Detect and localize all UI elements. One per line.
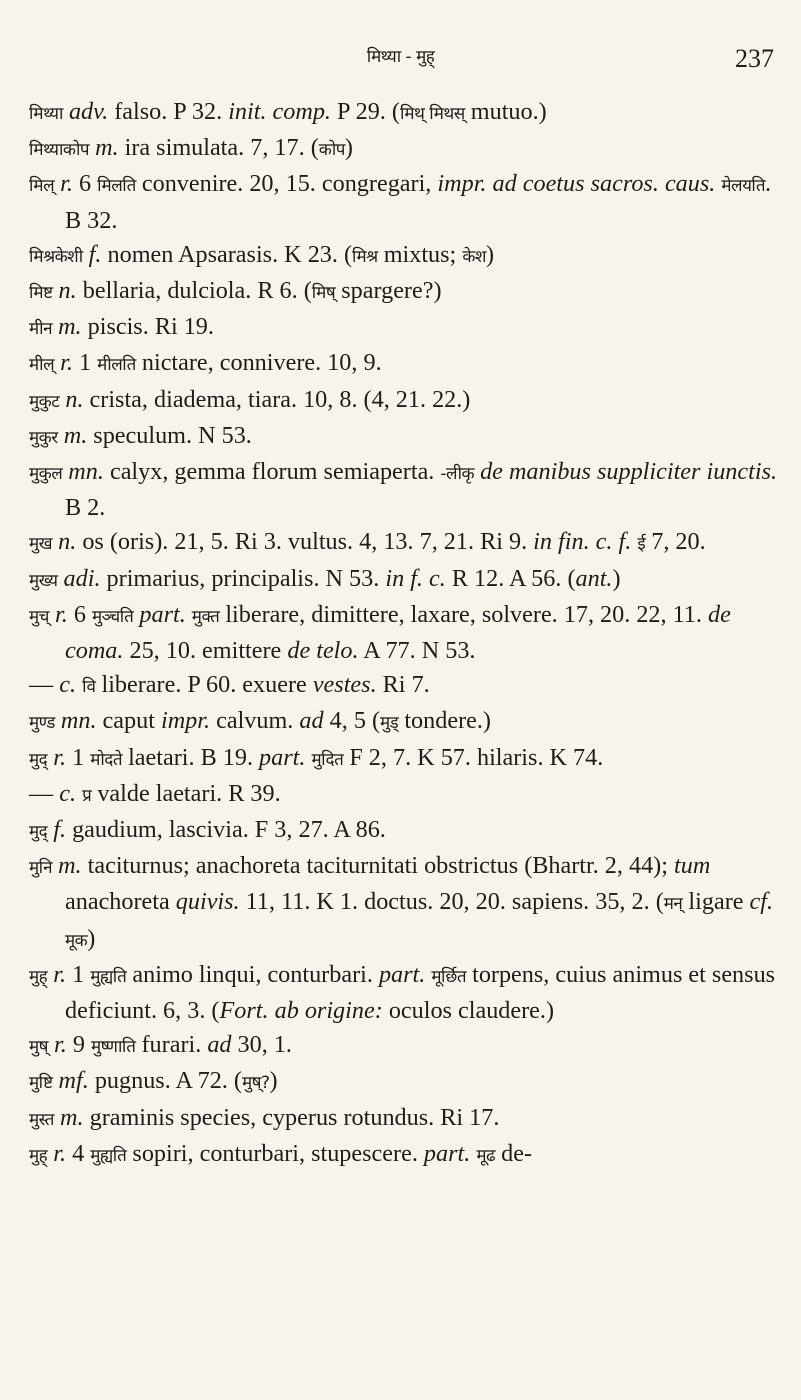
sanskrit-term: वि <box>82 677 96 698</box>
sanskrit-term: मुष् <box>29 1037 48 1058</box>
entry-text: anachoreta <box>65 888 176 916</box>
italic-text: de coma. <box>65 600 731 665</box>
italic-text: f. <box>53 816 67 844</box>
italic-text: m. <box>95 134 119 162</box>
sanskrit-term: मुह् <box>29 1145 48 1166</box>
italic-text: m. <box>63 421 88 449</box>
entry-text: 6 <box>72 170 98 198</box>
entry-text: — <box>29 671 60 699</box>
dictionary-entry <box>29 958 789 1028</box>
entry-text: ) <box>344 134 353 162</box>
italic-text: r. <box>53 960 67 988</box>
italic-text: r. <box>53 1139 67 1167</box>
sanskrit-term: मुकुल <box>29 464 63 485</box>
page-number: 237 <box>735 44 774 73</box>
entry-text: torpens, cuius animus et sensus deficiunt. 6, 3. ( <box>65 960 776 1025</box>
italic-text: c. <box>59 779 77 807</box>
entry-text: ligare <box>682 888 750 916</box>
sanskrit-term: मुनि <box>29 858 53 879</box>
sanskrit-term: मुञ्चति <box>91 606 134 627</box>
entry-text: ) <box>269 1067 278 1095</box>
entry-text: primarius, principalis. N 53. <box>100 564 386 592</box>
entry-text: speculum. N 53. <box>87 421 252 449</box>
dictionary-entry <box>29 1101 789 1137</box>
entry-text: ira simulata. 7, 17. ( <box>118 134 319 162</box>
entry-text: spargere?) <box>335 277 442 305</box>
page-header <box>0 44 801 84</box>
dictionary-entry <box>29 95 789 131</box>
sanskrit-term: मुकुट <box>29 391 60 412</box>
entry-text: — <box>29 779 60 807</box>
sanskrit-term: मुख्य <box>29 570 58 591</box>
sanskrit-term: मुह् <box>29 966 48 987</box>
sanskrit-term: मिलति <box>97 176 136 197</box>
dictionary-entry <box>29 131 789 167</box>
entry-text: os (oris). 21, 5. Ri 3. vultus. 4, 13. 7, 21. Ri 9. <box>76 528 534 556</box>
entry-text: mutuo.) <box>464 98 547 125</box>
italic-text: c. <box>59 671 77 699</box>
sanskrit-term: मोदते <box>90 749 123 770</box>
entry-text: F 2, 7. K 57. hilaris. K 74. <box>343 743 604 771</box>
sanskrit-term: मिष् <box>311 283 336 304</box>
italic-text: ad <box>299 707 324 735</box>
sanskrit-term: मिष्ट <box>29 283 53 304</box>
sanskrit-term: मील् <box>29 355 55 376</box>
entry-text: de- <box>495 1139 533 1167</box>
italic-text: impr. <box>160 707 211 735</box>
entry-text: 1 <box>66 960 91 988</box>
dictionary-entry <box>29 668 789 704</box>
sanskrit-term: मूढ <box>476 1145 496 1166</box>
entry-text: falso. P 32. <box>108 98 229 125</box>
italic-text: adv. <box>68 98 109 125</box>
sanskrit-term: मुड् <box>380 713 399 734</box>
italic-text: in f. c. <box>385 564 446 592</box>
italic-text: cf. <box>749 888 774 916</box>
italic-text: m. <box>58 852 82 880</box>
entry-text: tondere.) <box>398 707 491 735</box>
entry-text: convenire. 20, 15. congregari, <box>135 170 438 198</box>
italic-text: in fin. c. f. <box>533 528 632 556</box>
entry-text: 9 <box>66 1031 92 1059</box>
sanskrit-term: मूर्छित <box>431 966 467 987</box>
dictionary-entry <box>29 562 789 598</box>
italic-text: tum <box>674 852 711 880</box>
entry-text: furari. <box>135 1031 208 1059</box>
sanskrit-term: मुख <box>29 534 53 555</box>
italic-text: n. <box>58 277 77 305</box>
dictionary-entry <box>29 419 789 455</box>
sanskrit-term: मुष्टि <box>29 1073 53 1094</box>
entry-text: R 12. A 56. ( <box>445 564 576 592</box>
sanskrit-term: कोप <box>318 140 345 161</box>
italic-text: part. <box>378 960 426 988</box>
italic-text: mf. <box>58 1067 89 1095</box>
entry-text: graminis species, cyperus rotundus. Ri 17. <box>83 1103 500 1131</box>
sanskrit-term: मुच् <box>29 606 49 627</box>
entry-text: 25, 10. emittere <box>123 637 288 665</box>
entry-text: 7, 20. <box>645 528 706 556</box>
entry-text: P 29. ( <box>330 98 400 125</box>
dictionary-entry <box>29 1137 789 1173</box>
entry-text: Ri 7. <box>376 671 430 699</box>
sanskrit-term: मिथ् मिथस् <box>399 104 465 124</box>
entry-text: 6 <box>67 600 92 628</box>
italic-text: r. <box>60 349 73 377</box>
entry-text: ) <box>87 924 96 952</box>
dictionary-entry <box>29 525 789 561</box>
entry-text: laetari. B 19. <box>122 743 260 771</box>
dictionary-entry <box>29 238 789 274</box>
italic-text: mn. <box>68 458 104 486</box>
italic-text: part. <box>259 743 306 771</box>
italic-text: vestes. <box>312 671 377 699</box>
dictionary-entry <box>29 1028 789 1064</box>
sanskrit-term: प्र <box>82 785 92 806</box>
entry-text: 11, 11. K 1. doctus. 20, 20. sapiens. 35, 2. ( <box>239 888 664 916</box>
italic-text: m. <box>60 1103 84 1131</box>
italic-text: impr. ad coetus sacros. caus. <box>437 170 716 198</box>
italic-text: init. comp. <box>228 98 331 125</box>
italic-text: de telo. <box>287 637 359 665</box>
entry-text: calyx, gemma florum semiaperta. <box>103 458 441 486</box>
italic-text: n. <box>58 528 77 556</box>
dictionary-entry <box>29 777 789 813</box>
entry-text: bellaria, dulciola. R 6. ( <box>76 277 312 305</box>
dictionary-entries <box>29 95 789 1173</box>
entry-text: crista, diadema, tiara. 10, 8. (4, 21. 22.) <box>83 385 471 413</box>
italic-text: Fort. ab origine: <box>219 997 383 1025</box>
sanskrit-term: मुह्यति <box>90 966 127 987</box>
entry-text: pugnus. A 72. ( <box>88 1067 242 1095</box>
sanskrit-term: मुह्यति <box>90 1145 127 1166</box>
entry-text: nomen Apsarasis. K 23. ( <box>101 240 353 268</box>
entry-text: ) <box>485 240 495 268</box>
italic-text: m. <box>58 313 82 341</box>
italic-text: adi. <box>63 564 101 592</box>
italic-text: part. <box>139 600 186 628</box>
sanskrit-term: मीन <box>29 319 53 340</box>
italic-text: r. <box>60 170 73 198</box>
sanskrit-term: -लीकृ <box>440 464 475 485</box>
dictionary-entry <box>29 741 789 777</box>
italic-text: de manibus suppliciter iunctis. <box>480 458 778 486</box>
sanskrit-term: मिल् <box>29 176 55 197</box>
dictionary-entry <box>29 310 789 346</box>
entry-text: 4, 5 ( <box>323 707 381 735</box>
italic-text: r. <box>55 600 68 628</box>
italic-text: r. <box>54 1031 67 1059</box>
dictionary-entry <box>29 704 789 740</box>
entry-text: oculos claudere.) <box>382 997 555 1025</box>
dictionary-entry <box>29 346 789 382</box>
sanskrit-term: मुक्त <box>191 606 220 627</box>
entry-text: 1 <box>66 743 91 771</box>
dictionary-entry <box>29 167 789 237</box>
sanskrit-term: मुष्णाति <box>91 1037 136 1058</box>
sanskrit-term: मुष्? <box>241 1073 270 1094</box>
sanskrit-term: मिश्रकेशी <box>29 246 83 267</box>
italic-text: quivis. <box>175 888 240 916</box>
entry-text: mixtus; <box>377 240 463 268</box>
entry-text: gaudium, lascivia. F 3, 27. A 86. <box>66 816 386 844</box>
entry-text: animo linqui, conturbari. <box>126 960 379 988</box>
entry-text: sopiri, conturbari, stupescere. <box>126 1139 424 1167</box>
entry-text: nictare, connivere. 10, 9. <box>135 349 382 377</box>
dictionary-entry <box>29 1064 789 1100</box>
running-head: मिथ्या - मुह् <box>366 47 435 67</box>
sanskrit-term: मुद् <box>29 749 48 770</box>
entry-text: taciturnus; anachoreta taciturnitati obstrictus (Bhartr. 2, 44); <box>81 852 674 880</box>
entry-text: 4 <box>66 1139 91 1167</box>
sanskrit-term: मिथ्या <box>29 104 63 124</box>
sanskrit-term: ई <box>637 534 646 555</box>
entry-text: A 77. N 53. <box>358 637 476 665</box>
sanskrit-term: मूक <box>65 930 88 951</box>
sanskrit-term: मुस्त <box>29 1109 54 1130</box>
entry-text: . B 32. <box>65 170 772 234</box>
entry-text: liberare, dimittere, laxare, solvere. 17, 20. 22, 11. <box>219 600 708 628</box>
entry-text: piscis. Ri 19. <box>81 313 214 341</box>
italic-text: ad <box>207 1031 232 1059</box>
entry-text: caput <box>96 707 161 735</box>
italic-text: ant. <box>575 564 613 592</box>
italic-text: n. <box>65 385 84 413</box>
sanskrit-term: मुकुर <box>29 427 58 448</box>
dictionary-entry <box>29 598 789 668</box>
dictionary-entry <box>29 455 789 525</box>
sanskrit-term: मिथ्याकोप <box>29 140 90 161</box>
sanskrit-term: मन् <box>663 894 683 915</box>
entry-text: ) <box>612 564 621 592</box>
entry-text: 30, 1. <box>231 1031 292 1059</box>
dictionary-entry <box>29 274 789 310</box>
dictionary-entry <box>29 849 789 958</box>
italic-text: r. <box>53 743 67 771</box>
sanskrit-term: मुण्ड <box>29 713 55 734</box>
italic-text: part. <box>423 1139 471 1167</box>
sanskrit-term: मुद् <box>29 822 48 843</box>
dictionary-entry <box>29 813 789 849</box>
entry-text: calvum. <box>210 707 300 735</box>
dictionary-entry <box>29 383 789 419</box>
sanskrit-term: मेलयति <box>721 176 766 197</box>
italic-text: mn. <box>60 707 97 735</box>
sanskrit-term: मिश्र <box>352 246 378 267</box>
italic-text: f. <box>88 240 102 268</box>
sanskrit-term: मीलति <box>97 355 136 376</box>
entry-text: 1 <box>72 349 98 377</box>
entry-text: liberare. P 60. exuere <box>95 671 313 699</box>
sanskrit-term: मुदित <box>311 749 344 770</box>
entry-text: B 2. <box>65 494 106 522</box>
entry-text: valde laetari. R 39. <box>91 779 281 807</box>
sanskrit-term: केश <box>462 246 486 267</box>
